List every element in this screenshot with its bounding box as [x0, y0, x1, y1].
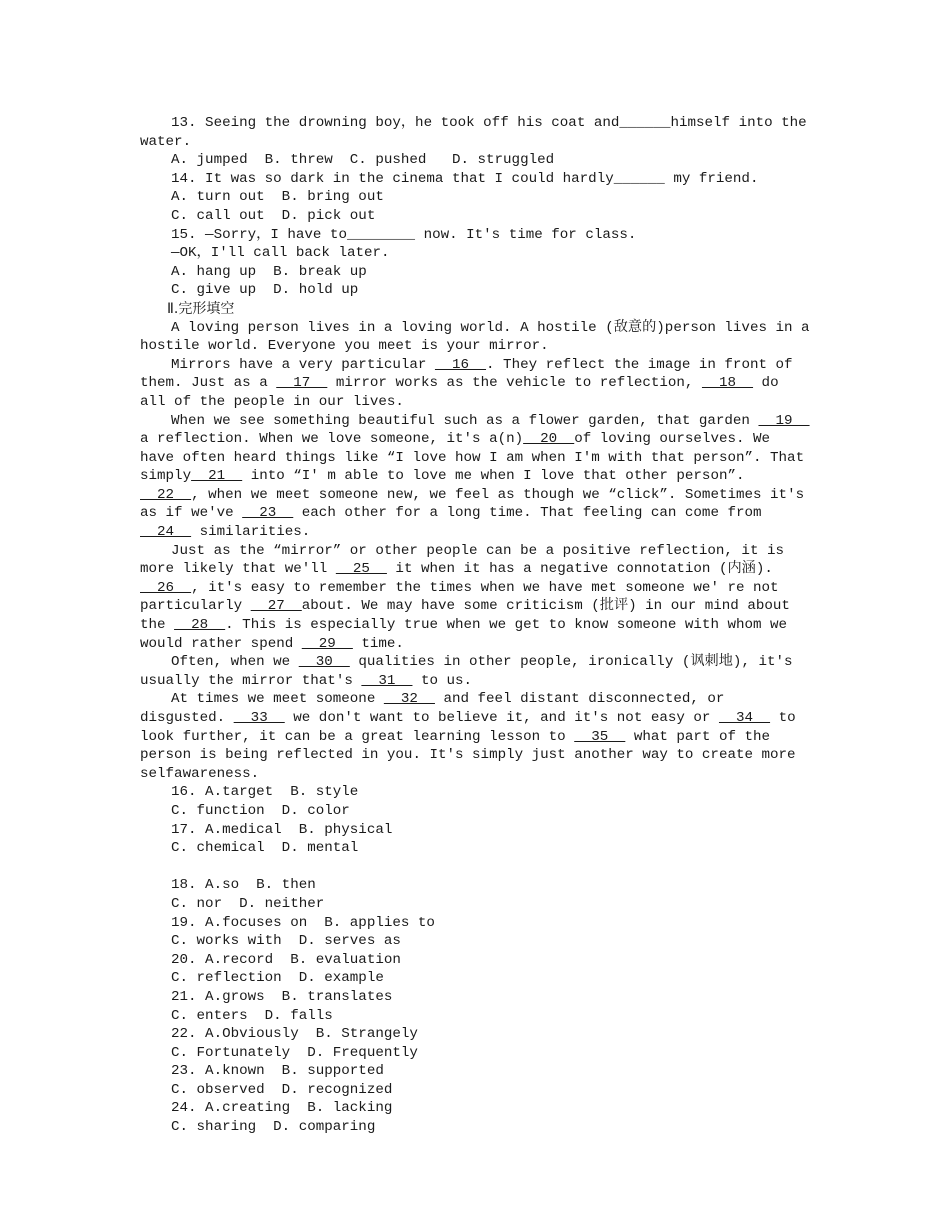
options-20-ab: 20. A.record B. evaluation	[171, 951, 401, 968]
options-19-ab: 19. A.focuses on B. applies to	[171, 914, 435, 931]
blank-31: 31	[361, 672, 413, 689]
blank-24: 24	[140, 524, 192, 541]
blank-22: 22	[140, 486, 192, 503]
passage-text: to us.	[412, 672, 473, 689]
question-15-reply: —OK，I'll call back later.	[171, 245, 390, 262]
passage-text: and feel distant disconnected, or disgusted.	[140, 691, 725, 726]
options-22-cd: C. Fortunately D. Frequently	[171, 1044, 418, 1061]
document-page	[140, 114, 812, 1137]
options-20-cd: C. reflection D. example	[171, 970, 384, 987]
blank-32: 32	[383, 691, 435, 708]
blank-21: 21	[191, 468, 243, 485]
blank-18: 18	[701, 375, 754, 392]
options-18-cd: C. nor D. neither	[171, 895, 325, 912]
question-15: 15. —Sorry，I have to________ now. It's time for class.	[171, 226, 637, 243]
passage-text: , it's easy to remember the times when we have met someone we' re not particularly	[140, 579, 779, 615]
options-17-cd: C. chemical D. mental	[171, 840, 359, 857]
passage-text: Just as the “mirror” or other people can be a positive reflection, it is more likely that we'll	[140, 542, 784, 578]
question-13-options: A. jumped B. threw C. pushed D. struggled	[171, 152, 555, 169]
options-24-ab: 24. A.creating B. lacking	[171, 1100, 393, 1117]
options-21-cd: C. enters D. falls	[171, 1007, 333, 1024]
options-18-ab: 18. A.so B. then	[171, 877, 316, 894]
options-22-ab: 22. A.Obviously B. Strangely	[171, 1026, 418, 1043]
options-21-ab: 21. A.grows B. translates	[171, 988, 393, 1005]
passage-text: time.	[352, 635, 404, 652]
blank-16: 16	[434, 356, 487, 373]
passage-text: qualities in other people, ironically (讽刺地), it's usually the mirror that's	[140, 654, 793, 689]
question-14-options-ab: A. turn out B. bring out	[171, 189, 384, 206]
passage-paragraph-4	[140, 542, 812, 654]
passage-text: . They reflect the image in front of them. Just as a	[140, 356, 793, 392]
passage-text: into “I' m able to love me when I love that other person”.	[242, 468, 745, 485]
passage-text: it when it has a negative connotation (内涵).	[386, 561, 773, 578]
passage-text: mirror works as the vehicle to reflection,	[327, 375, 702, 392]
blank-33: 33	[233, 710, 285, 726]
spacer	[140, 858, 812, 877]
blank-23: 23	[242, 505, 294, 522]
passage-text: each other for a long time. That feeling can come from	[293, 505, 762, 522]
blank-20: 20	[523, 431, 575, 448]
options-16-cd: C. function D. color	[171, 802, 350, 819]
passage-text: similarities.	[191, 524, 311, 541]
question-14: 14. It was so dark in the cinema that I could hardly______ my friend.	[171, 170, 759, 187]
passage-paragraph-6	[140, 690, 812, 783]
passage-text: we don't want to believe it, and it's not easy or	[284, 710, 719, 726]
passage-text: When we see something beautiful such as a flower garden, that garden	[171, 412, 759, 429]
blank-28: 28	[174, 617, 226, 634]
question-14-options-cd: C. call out D. pick out	[171, 207, 376, 224]
blank-30: 30	[298, 654, 350, 671]
passage-text: about. We may have some criticism (批评) in our mind about the	[140, 598, 790, 634]
blank-34: 34	[718, 710, 771, 726]
passage-text: At times we meet someone	[171, 691, 384, 708]
options-24-cd: C. sharing D. comparing	[171, 1119, 376, 1136]
passage-paragraph-3	[140, 412, 812, 542]
passage-text: to look further, it can be a great learning lesson to	[140, 710, 796, 745]
passage-paragraph-5	[140, 653, 812, 690]
passage-text: a reflection. When we love someone, it's a(n)	[140, 431, 524, 448]
question-15-options-cd: C. give up D. hold up	[171, 282, 359, 299]
blank-25: 25	[335, 561, 387, 578]
options-23-ab: 23. A.known B. supported	[171, 1063, 384, 1080]
passage-text: do all of the people in our lives.	[140, 375, 779, 410]
section-title: Ⅱ.完形填空	[167, 300, 235, 317]
passage-paragraph-2	[140, 356, 812, 412]
passage-text: , when we meet someone new, we feel as though we “click”. Sometimes it's as if we've	[140, 486, 805, 522]
question-15-options-ab: A. hang up B. break up	[171, 263, 367, 280]
options-16-ab: 16. A.target B. style	[171, 784, 359, 801]
options-17-ab: 17. A.medical B. physical	[171, 821, 393, 838]
passage-text: Often, when we	[171, 654, 299, 671]
blank-17: 17	[276, 375, 328, 392]
blank-35: 35	[574, 728, 626, 745]
options-23-cd: C. observed D. recognized	[171, 1081, 393, 1098]
passage-text: . This is especially true when we get to know someone with whom we would rather spend	[140, 617, 788, 652]
blank-27: 27	[250, 598, 302, 615]
passage-text: what part of the person is being reflected in you. It's simply just another way to create more selfawareness.	[140, 728, 796, 782]
blank-26: 26	[140, 579, 192, 596]
blank-19: 19	[758, 412, 810, 429]
passage-text: Mirrors have a very particular	[171, 356, 435, 373]
question-13: 13. Seeing the drowning boy，he took off his coat and______himself into the water.	[140, 115, 807, 150]
options-19-cd: C. works with D. serves as	[171, 933, 401, 950]
passage-paragraph-1: A loving person lives in a loving world. A hostile (敌意的)person lives in a hostile world. Everyone you meet is your mirror.	[140, 319, 810, 355]
blank-29: 29	[301, 635, 353, 652]
passage-text: of loving ourselves. We have often heard things like “I love how I am when I'm with that person”. That simply	[140, 431, 805, 485]
